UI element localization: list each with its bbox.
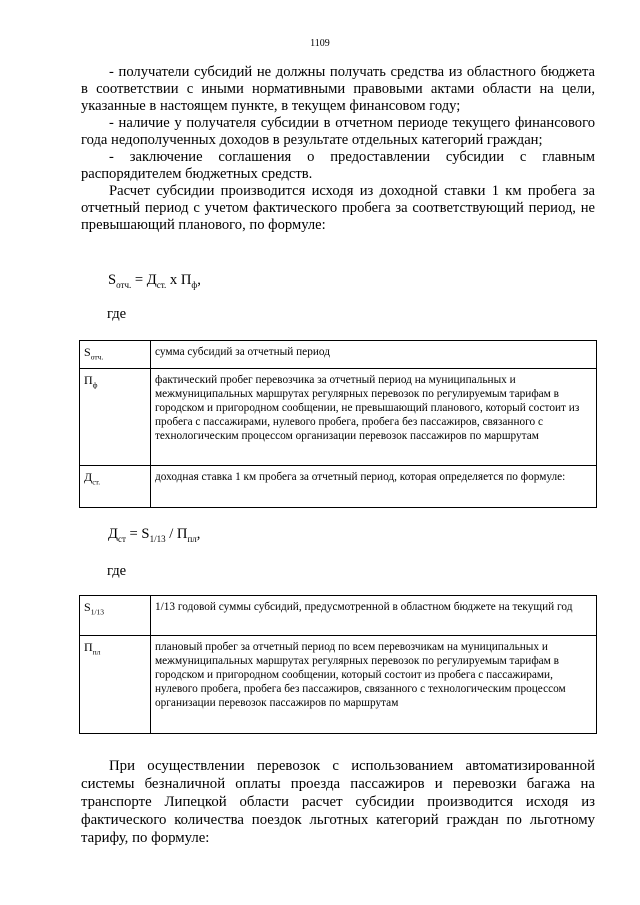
- symbol-subscript: ст.: [92, 477, 101, 487]
- formula-subscript: ст: [117, 533, 126, 544]
- symbol-cell: [80, 596, 151, 636]
- formula-part: ,: [196, 526, 201, 542]
- definition-cell: 1/13 годовой суммы субсидий, предусмотренной в областном бюджете на текущий год: [151, 596, 597, 636]
- formula-subscript: ф: [191, 279, 198, 290]
- symbol: Д: [84, 470, 93, 484]
- where-label: где: [107, 306, 127, 322]
- paragraph: - заключение соглашения о предоставлении субсидии с главным распорядителем бюджетных средств.: [81, 149, 595, 182]
- definition-cell: доходная ставка 1 км пробега за отчетный период, которая определяется по формуле:: [151, 466, 597, 508]
- symbol-subscript: ф: [92, 380, 98, 390]
- formula-subsidy: [108, 272, 201, 290]
- formula-part: х П: [166, 272, 192, 288]
- symbol-cell: [80, 466, 151, 508]
- table-row: [80, 341, 597, 369]
- paragraph: - наличие у получателя субсидии в отчетном периоде текущего финансового года недополученных доходов в результате отдельных категорий граждан;: [81, 115, 595, 148]
- top-text-block: [81, 64, 595, 234]
- formula-part: = S: [125, 526, 150, 542]
- paragraph: - получатели субсидий не должны получать средства из областного бюджета в соответствии с иными нормативными правовыми актами области на цели, указанные в настоящем пункте, в текущем финансовом году;: [81, 64, 595, 114]
- formula-subscript: ст.: [156, 279, 167, 290]
- symbol-cell: [80, 369, 151, 466]
- symbol: П: [84, 640, 93, 654]
- where-label: где: [107, 563, 127, 579]
- paragraph: При осуществлении перевозок с использованием автоматизированной системы безналичной оплаты проезда пассажиров и перевозки багажа на транспорте Липецкой области расчет субсидии производится исходя из фактического количества поездок льготных категорий граждан по льготному тарифу, по формуле:: [81, 758, 595, 846]
- table-row: [80, 466, 597, 508]
- formula-rate: [108, 526, 200, 544]
- symbol: S: [84, 600, 91, 614]
- symbol-subscript: пл: [92, 647, 101, 657]
- symbol-subscript: 1/13: [90, 607, 105, 617]
- formula-subscript: отч.: [116, 279, 132, 290]
- bottom-text-block: [81, 757, 595, 847]
- table-row: [80, 369, 597, 466]
- formula-part: Д: [108, 526, 118, 542]
- formula-part: = Д: [131, 272, 157, 288]
- definition-cell: сумма субсидий за отчетный период: [151, 341, 597, 369]
- symbol: S: [84, 345, 91, 359]
- paragraph: Расчет субсидии производится исходя из доходной ставки 1 км пробега за отчетный период с учетом фактического пробега за соответствующий период, не превышающий планового, по формуле:: [81, 183, 595, 233]
- symbol: П: [84, 373, 93, 387]
- formula-part: ,: [197, 272, 201, 288]
- table-row: [80, 636, 597, 734]
- formula-subscript: пл: [187, 533, 197, 544]
- definitions-table-1: [79, 340, 597, 508]
- formula-subscript: 1/13: [149, 533, 166, 544]
- symbol-subscript: отч.: [90, 352, 104, 362]
- definition-cell: фактический пробег перевозчика за отчетный период на муниципальных и межмуниципальных маршрутах регулярных перевозок по регулируемым тарифам в городском и пригородном сообщении, не превышающий планового, который состоит из пробега с пассажирами, нулевого пробега, пробега без пассажиров, связанного с технологическим процессом организации перевозок пассажиров по маршрутам: [151, 369, 597, 466]
- page-number: 1109: [310, 38, 330, 49]
- symbol-cell: [80, 636, 151, 734]
- formula-part: / П: [165, 526, 188, 542]
- formula-part: S: [108, 272, 117, 288]
- definition-cell: плановый пробег за отчетный период по всем перевозчикам на муниципальных и межмуниципальных маршрутах регулярных перевозок по регулируемым тарифам в городском и пригородном сообщении, который состоит из пробега с пассажирами, нулевого пробега, пробега без пассажиров, связанного с технологическим процессом организации перевозок пассажиров по маршрутам: [151, 636, 597, 734]
- definitions-table-2: [79, 595, 597, 734]
- symbol-cell: [80, 341, 151, 369]
- table-row: [80, 596, 597, 636]
